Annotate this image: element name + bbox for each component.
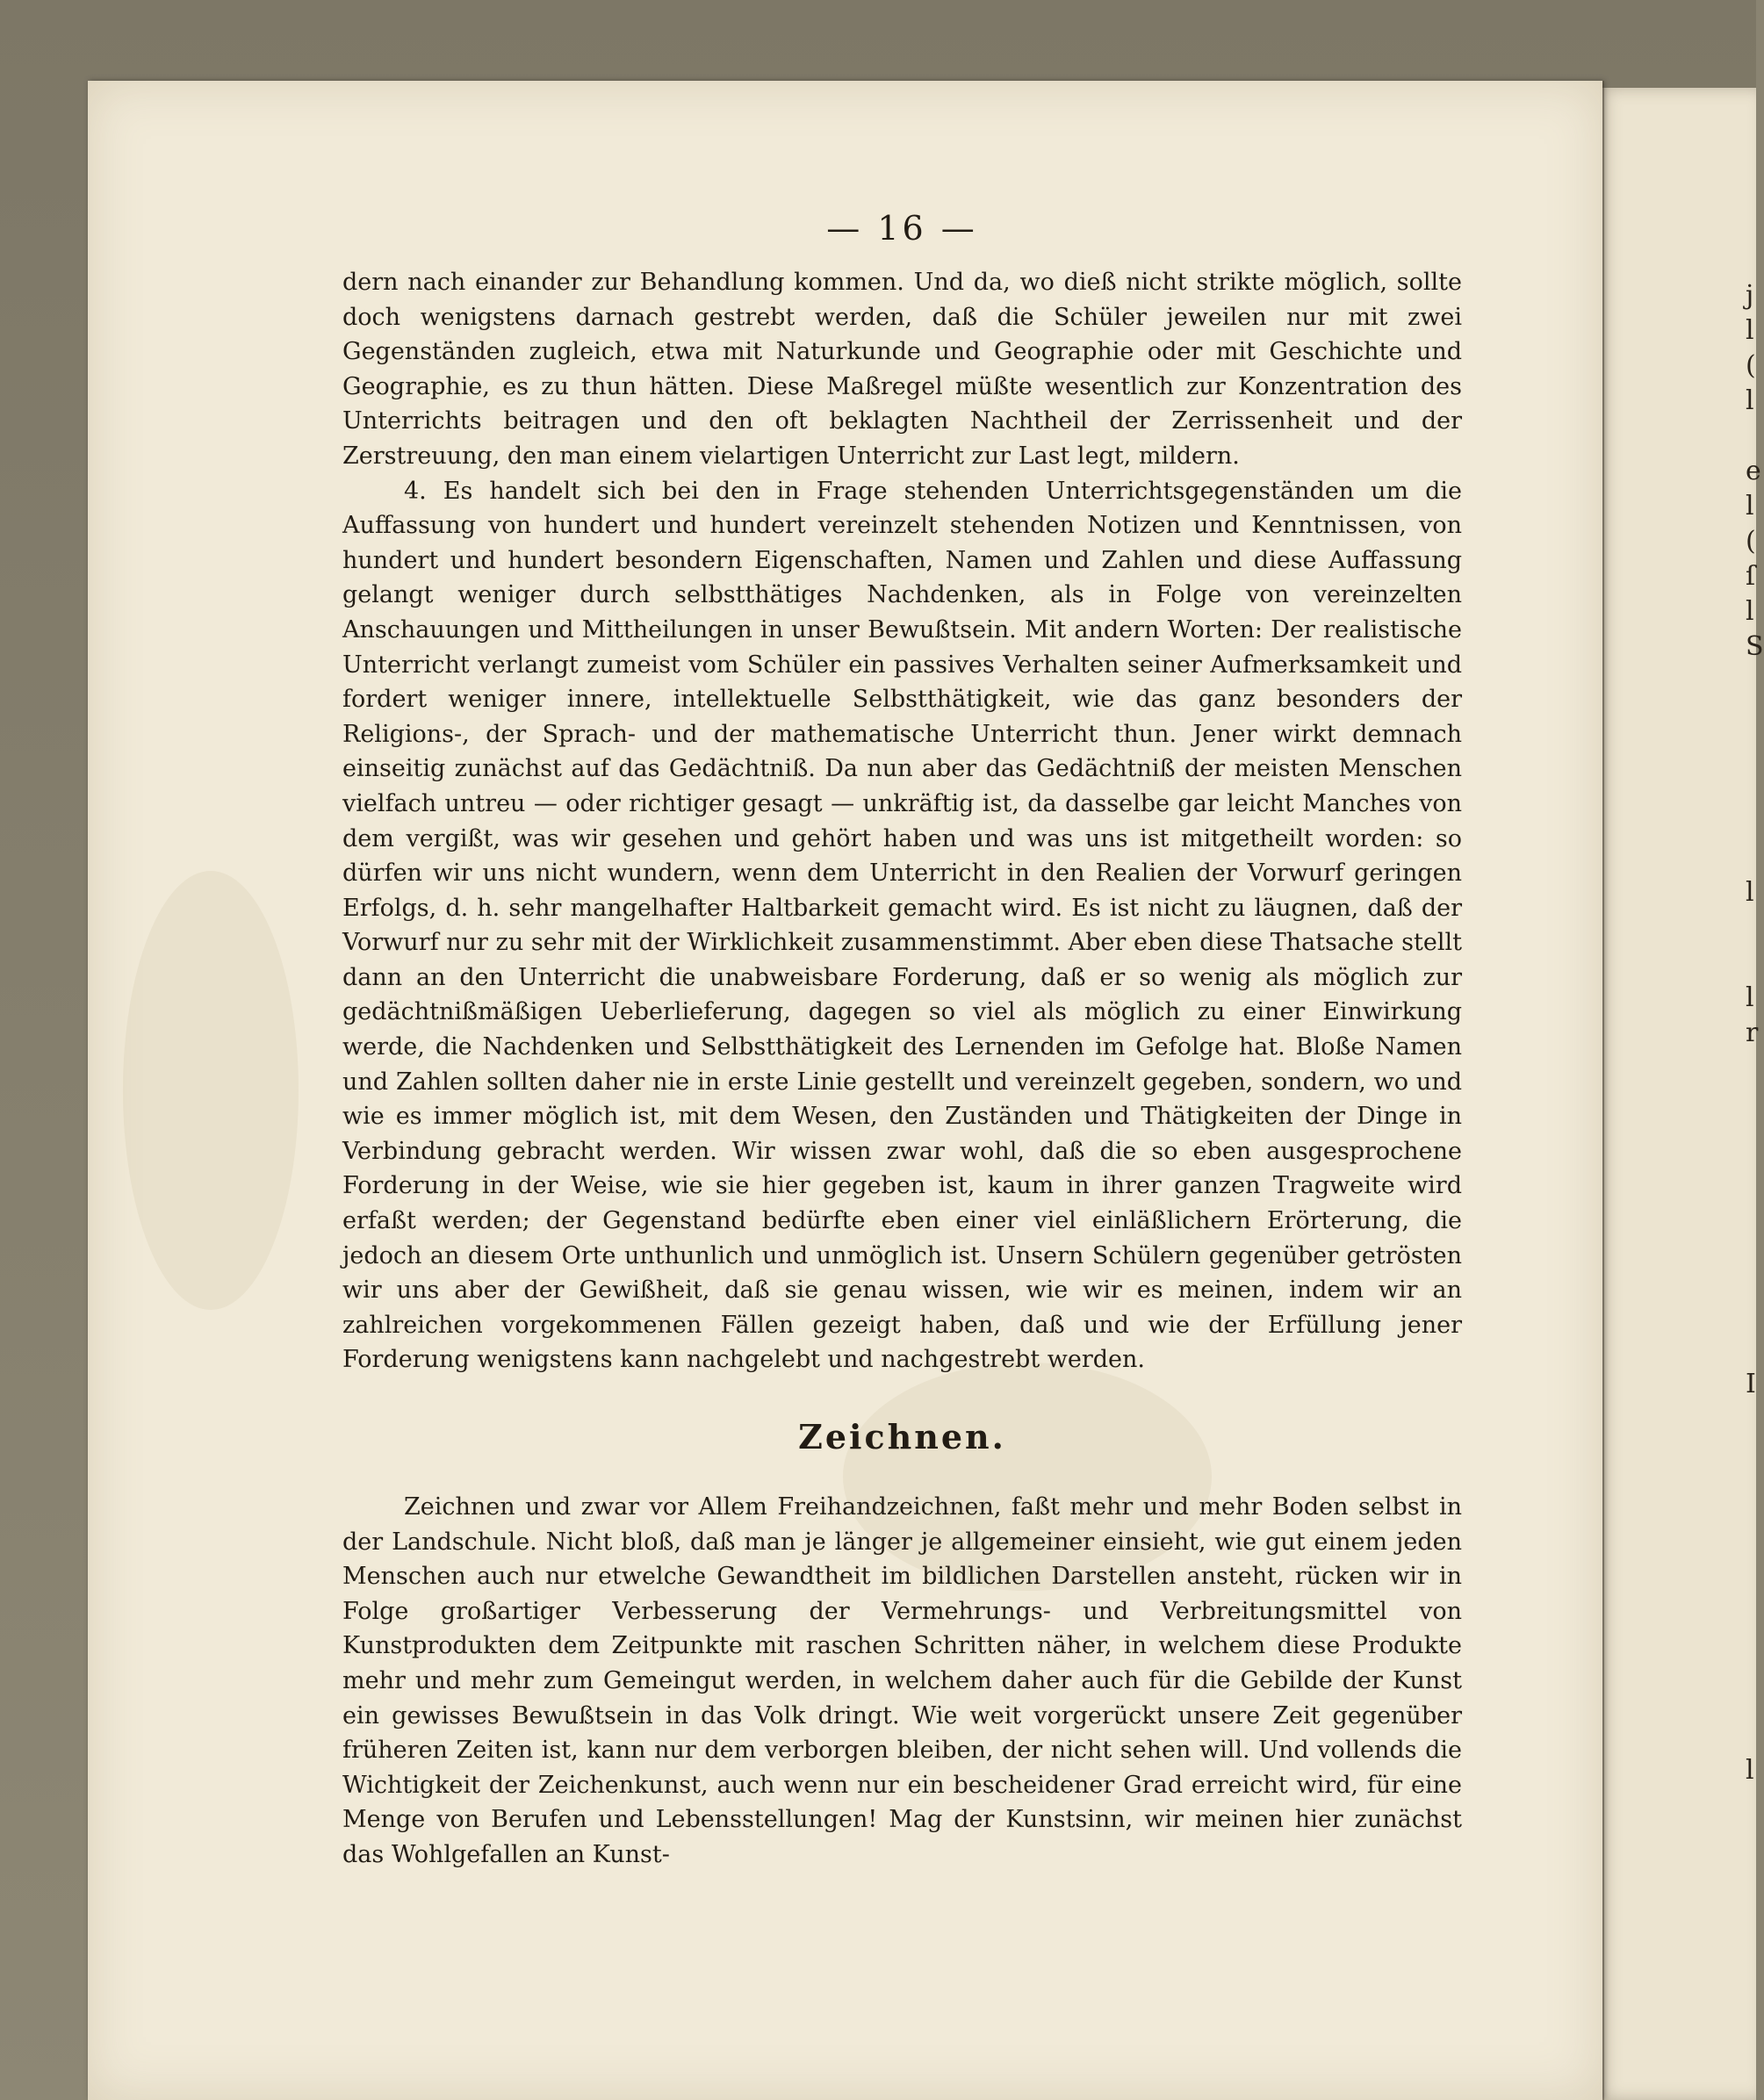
paragraph-point-4: 4. Es handelt sich bei den in Frage stehenden Unterrichtsgegenständen um die Auffassung von hundert und hundert vereinzelt stehenden Notizen und Kenntnissen, von hundert und hundert besondern Eigenschaften, Namen und Zahlen und diese Auffassung gelangt weniger durch selbstthätiges Nachdenken, als in Folge von vereinzelten Anschauungen und Mittheilungen in unser Bewußtsein. Mit andern Worten: Der realistische Unterricht verlangt zumeist vom Schüler ein passives Verhalten seiner Aufmerksamkeit und fordert weniger innere, intellektuelle Selbstthätigkeit, wie das ganz besonders der Religions-, der Sprach- und der mathematische Unterricht thun. Jener wirkt demnach einseitig zunächst auf das Gedächtniß. Da nun aber das Gedächtniß der meisten Menschen vielfach untreu — oder richtiger gesagt — unkräftig ist, da dasselbe gar leicht Manches von dem vergißt, was wir gesehen und gehört haben und was uns ist mitgetheilt worden: so dürfen wir uns nicht wundern, wenn dem Unterricht in den Realien der Vorwurf geringen Erfolgs, d. h. sehr mangelhafter Haltbarkeit gemacht wird. Es ist nicht zu läugnen, daß der Vorwurf nur zu sehr mit der Wirklichkeit zusammenstimmt. Aber eben diese Thatsache stellt dann an den Unterricht die unabweisbare Forderung, daß er so wenig als möglich zur gedächtnißmäßigen Ueberlieferung, dagegen so viel als möglich zu einer Einwirkung werde, die Nachdenken und Selbstthätigkeit des Lernenden im Gefolge hat. Bloße Namen und Zahlen sollten daher nie in erste Linie gestellt und vereinzelt gegeben, sondern, wo und wie es immer möglich ist, mit dem Wesen, den Zuständen und Thätigkeiten der Dinge in Verbindung gebracht werden. Wir wissen zwar wohl, daß die so eben ausgesprochene Forderung in der Weise, wie sie hier gegeben ist, kaum in ihrer ganzen Tragweite wird erfaßt werden; der Gegenstand bedürfte eben einer viel einläßlichern Erörterung, die jedoch an diesem Orte unthunlich und unmöglich ist. Unsern Schülern gegenüber getrösten wir uns aber der Gewißheit, daß sie genau wissen, wie wir es meinen, indem wir an zahlreichen vorgekommenen Fällen gezeigt haben, daß und wie der Erfüllung jener Forderung wenigstens kann nachgelebt und nachgestrebt werden. (342, 477, 1462, 1374)
facing-page-letter: ſ (1746, 561, 1756, 592)
facing-page-letter: j (1746, 280, 1754, 311)
facing-page-letter: ( (1746, 526, 1756, 557)
facing-page-letter: l (1746, 1755, 1754, 1786)
facing-page-letter: l (1746, 315, 1754, 346)
section-paragraph: Zeichnen und zwar vor Allem Freihandzeichnen, faßt mehr und mehr Boden selbst in der Landschule. Nicht bloß, daß man je länger je allgemeiner einsieht, wie gut einem jeden Menschen auch nur etwelche Gewandtheit im bildlichen Darstellen ansteht, rücken wir in Folge großartiger Verbesserung der Vermehrungs- und Verbreitungsmittel von Kunstprodukten dem Zeitpunkte mit raschen Schritten näher, in welchem diese Produkte mehr und mehr zum Gemeingut werden, in welchem daher auch für die Gebilde der Kunst ein gewisses Bewußtsein in das Volk dringt. Wie weit vorgerückt unsere Zeit gegenüber früheren Zeiten ist, kann nur dem verborgen bleiben, der nicht sehen will. Und vollends die Wichtigkeit der Zeichenkunst, auch wenn nur ein bescheidener Grad erreicht wird, für eine Menge von Berufen und Lebensstellungen! Mag der Kunstsinn, wir meinen hier zunächst das Wohlgefallen an Kunst- (342, 1493, 1462, 1868)
facing-page-letter: S (1746, 631, 1764, 662)
facing-page-letter: I (1746, 1369, 1756, 1399)
facing-page-letter: r (1746, 1018, 1759, 1048)
facing-page-letter: l (1746, 982, 1754, 1013)
facing-page-letter: l (1746, 385, 1754, 416)
page-content (342, 211, 1462, 1873)
paragraph-continued: dern nach einander zur Behandlung kommen. Und da, wo dieß nicht strikte möglich, sollte doch wenigstens darnach gestrebt werden, daß die Schüler jeweilen nur mit zwei Gegenständen zugleich, etwa mit Naturkunde und Geographie oder mit Geschichte und Geographie, es zu thun hätten. Diese Maßregel müßte wesentlich zur Konzentration des Unterrichts beitragen und den oft beklagten Nachtheil der Zerrissenheit und der Zerstreuung, den man einem vielartigen Unterricht zur Last legt, mildern. (342, 269, 1462, 470)
facing-page-letter: ( (1746, 350, 1756, 381)
facing-page-letter: l (1746, 877, 1754, 908)
section-heading: Zeichnen. (798, 1417, 1006, 1456)
facing-page-letter: l (1746, 491, 1754, 521)
facing-page-letter: e (1746, 456, 1761, 486)
page-number: — 16 — (826, 209, 978, 248)
facing-page-letter: l (1746, 596, 1754, 627)
facing-page (1596, 88, 1764, 2100)
paper-stain (123, 871, 299, 1310)
